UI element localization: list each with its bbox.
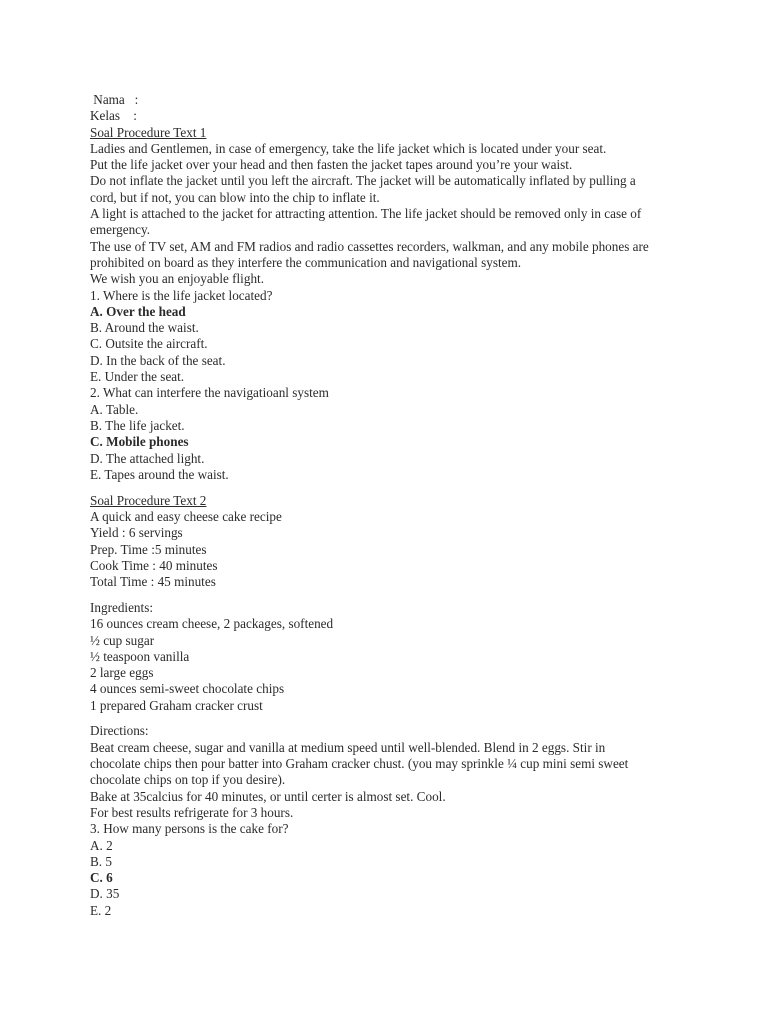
passage-line: emergency. <box>90 222 151 238</box>
section-title: Soal Procedure Text 2 <box>90 492 207 508</box>
question-text: 1. Where is the life jacket located? <box>90 287 273 303</box>
recipe-yield: Yield : 6 servings <box>90 525 183 541</box>
ingredient-item: 4 ounces semi-sweet chocolate chips <box>90 681 285 697</box>
question-1 <box>90 288 690 386</box>
ingredient-item: 2 large eggs <box>90 665 154 681</box>
section-title: Soal Procedure Text 1 <box>90 124 207 140</box>
document-page <box>90 92 690 919</box>
direction-line: chocolate chips then pour batter into Graham cracker chust. (you may sprinkle ¼ cup mini semi sweet <box>90 756 629 772</box>
answer-option-e: E. Under the seat. <box>90 369 185 385</box>
direction-line: For best results refrigerate for 3 hours. <box>90 804 294 820</box>
ingredient-item: 16 ounces cream cheese, 2 packages, softened <box>90 616 334 632</box>
passage-line: Do not inflate the jacket until you left the aircraft. The jacket will be automatically inflated by pulling a <box>90 173 636 189</box>
answer-option-d: D. The attached light. <box>90 450 205 466</box>
direction-line: Bake at 35calcius for 40 minutes, or until certer is almost set. Cool. <box>90 788 446 804</box>
passage-line: A light is attached to the jacket for attracting attention. The life jacket should be removed only in case of <box>90 206 642 222</box>
passage-line: Ladies and Gentlemen, in case of emergency, take the life jacket which is located under your seat. <box>90 140 607 156</box>
direction-line: Beat cream cheese, sugar and vanilla at medium speed until well-blended. Blend in 2 eggs. Stir in <box>90 739 606 755</box>
question-text: 3. How many persons is the cake for? <box>90 821 289 837</box>
nama-field-label: Nama : <box>90 92 139 107</box>
directions-list <box>90 723 690 821</box>
ingredients-heading: Ingredients: <box>90 599 153 615</box>
section-procedure-text-2 <box>90 493 690 919</box>
answer-option-e: E. Tapes around the waist. <box>90 466 229 482</box>
kelas-field-label: Kelas : <box>90 108 137 124</box>
recipe-intro <box>90 509 690 590</box>
passage-line: We wish you an enjoyable flight. <box>90 271 264 287</box>
passage-line: cord, but if not, you can blow into the chip to inflate it. <box>90 189 380 205</box>
directions-heading: Directions: <box>90 723 149 739</box>
answer-option-c: C. 6 <box>90 870 113 886</box>
spacer <box>90 590 690 600</box>
reading-passage <box>90 141 690 288</box>
question-3 <box>90 821 690 919</box>
answer-option-a: A. Table. <box>90 401 139 417</box>
spacer <box>90 483 690 493</box>
direction-line: chocolate chips on top if you desire). <box>90 772 286 788</box>
spacer <box>90 714 690 724</box>
answer-option-c: C. Mobile phones <box>90 434 189 450</box>
recipe-title: A quick and easy cheese cake recipe <box>90 508 282 524</box>
answer-option-e: E. 2 <box>90 902 112 918</box>
section-procedure-text-1 <box>90 125 690 484</box>
question-2 <box>90 385 690 483</box>
answer-option-b: B. 5 <box>90 853 112 869</box>
question-text: 2. What can interfere the navigatioanl system <box>90 385 329 401</box>
ingredient-item: ½ cup sugar <box>90 632 155 648</box>
passage-line: prohibited on board as they interfere the communication and navigational system. <box>90 254 522 270</box>
answer-option-d: D. 35 <box>90 886 120 902</box>
ingredients-list <box>90 600 690 714</box>
answer-option-b: B. Around the waist. <box>90 320 199 336</box>
student-header <box>90 92 690 125</box>
passage-line: Put the life jacket over your head and then fasten the jacket tapes around you’re your waist. <box>90 157 573 173</box>
recipe-cook-time: Cook Time : 40 minutes <box>90 557 218 573</box>
answer-option-c: C. Outsite the aircraft. <box>90 336 208 352</box>
answer-option-d: D. In the back of the seat. <box>90 352 226 368</box>
answer-option-a: A. Over the head <box>90 303 186 319</box>
answer-option-b: B. The life jacket. <box>90 417 185 433</box>
recipe-total-time: Total Time : 45 minutes <box>90 574 216 590</box>
ingredient-item: 1 prepared Graham cracker crust <box>90 697 263 713</box>
recipe-prep-time: Prep. Time :5 minutes <box>90 541 207 557</box>
answer-option-a: A. 2 <box>90 837 113 853</box>
passage-line: The use of TV set, AM and FM radios and radio cassettes recorders, walkman, and any mobile phones are <box>90 238 649 254</box>
ingredient-item: ½ teaspoon vanilla <box>90 648 190 664</box>
